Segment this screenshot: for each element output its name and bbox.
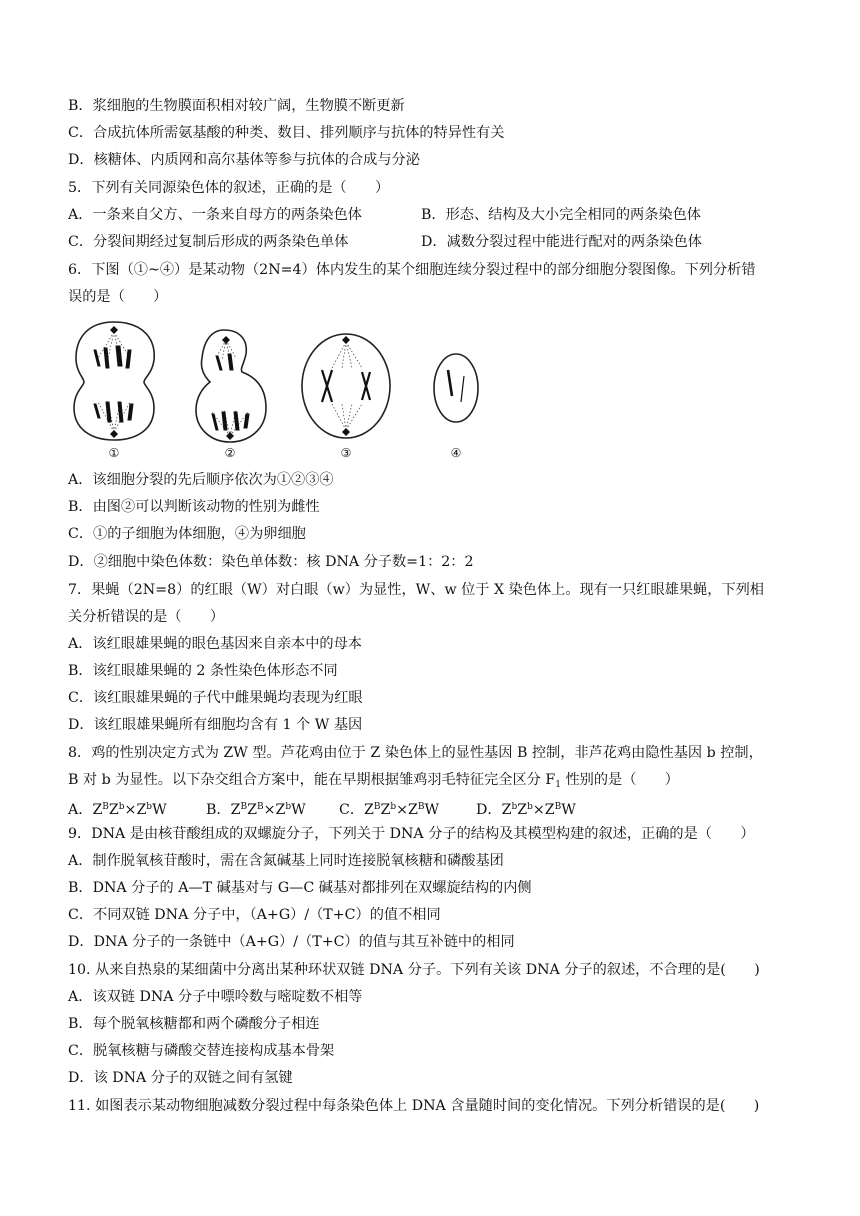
q8-option-b: B．$Z^BZ^B\times Z^bW$ [206, 802, 306, 818]
q9-option-d: D．DNA 分子的一条链中（A+G）/（T+C）的值与其互补链中的相同 [68, 934, 515, 950]
q9-option-b: B．DNA 分子的 A—T 碱基对与 G—C 碱基对都排列在双螺旋结构的内侧 [68, 880, 532, 896]
q7-stem-line2: 关分析错误的是（ ） [68, 609, 225, 625]
cell-4-outline [434, 354, 478, 422]
q6-option-d: D．②细胞中染色体数：染色单体数：核 DNA 分子数=1：2：2 [68, 554, 474, 570]
figure-label-3: ③ [340, 446, 352, 460]
q4-option-c: C．合成抗体所需氨基酸的种类、数目、排列顺序与抗体的特异性有关 [68, 125, 505, 141]
q4-option-d: D．核糖体、内质网和高尔基体等参与抗体的合成与分泌 [68, 152, 420, 168]
q5-option-d: D．减数分裂过程中能进行配对的两条染色体 [421, 234, 702, 250]
q9-option-c: C．不同双链 DNA 分子中，（A+G）/（T+C）的值不相同 [68, 907, 441, 923]
cell-1-outline [74, 322, 154, 440]
q10-option-d: D．该 DNA 分子的双链之间有氢键 [68, 1070, 293, 1086]
q5-option-b: B．形态、结构及大小完全相同的两条染色体 [421, 207, 701, 223]
q9-stem: 9．DNA 是由核苷酸组成的双螺旋分子，下列关于 DNA 分子的结构及其模型构建的叙述，正确的是（ ） [68, 826, 755, 842]
q10-option-b: B．每个脱氧核糖都和两个磷酸分子相连 [68, 1016, 320, 1032]
q8-stem-line1: 8．鸡的性别决定方式为 ZW 型。芦花鸡由位于 Z 染色体上的显性基因 B 控制，非芦花鸡由隐性基因 b 控制， [68, 745, 763, 761]
q8-option-d: D．$Z^bZ^b\times Z^BW$ [476, 802, 576, 818]
q10-stem: 10. 从来自热泉的某细菌中分离出某种环状双链 DNA 分子。下列有关该 DNA 分子的叙述，不合理的是( ) [68, 962, 760, 978]
q5-stem: 5．下列有关同源染色体的叙述，正确的是（ ） [68, 180, 390, 196]
q6-stem-line1: 6．下图（①~④）是某动物（2N=4）体内发生的某个细胞连续分裂过程中的部分细胞分裂图像。下列分析错 [68, 262, 756, 278]
q11-stem: 11. 如图表示某动物细胞减数分裂过程中每条染色体上 DNA 含量随时间的变化情况。下列分析错误的是( ) [68, 1098, 760, 1114]
q10-option-c: C．脱氧核糖与磷酸交替连接构成基本骨架 [68, 1043, 335, 1059]
q10-option-a: A．该双链 DNA 分子中嘌呤数与嘧啶数不相等 [68, 989, 363, 1005]
q7-option-a: A．该红眼雄果蝇的眼色基因来自亲本中的母本 [68, 636, 362, 652]
cell-division-figures [70, 318, 510, 464]
q8-stem-line2: B 对 b 为显性。以下杂交组合方案中，能在早期根据雏鸡羽毛特征完全区分 $F_1$ 性别的是（ ） [68, 772, 679, 790]
q9-option-a: A．制作脱氧核苷酸时，需在含氮碱基上同时连接脱氧核糖和磷酸基团 [68, 853, 504, 869]
q8-option-a: A．$Z^BZ^b\times Z^bW$ [68, 802, 167, 818]
cell-2-outline [196, 330, 266, 442]
q5-option-c: C．分裂间期经过复制后形成的两条染色单体 [68, 234, 349, 250]
q7-option-b: B．该红眼雄果蝇的 2 条性染色体形态不同 [68, 663, 338, 679]
cell-3-outline [302, 334, 390, 438]
q7-stem-line1: 7．果蝇（2N=8）的红眼（W）对白眼（w）为显性，W、w 位于 X 染色体上。现有一只红眼雄果蝇，下列相 [68, 582, 764, 598]
q6-option-c: C．①的子细胞为体细胞，④为卵细胞 [68, 526, 306, 542]
figure-label-1: ① [108, 446, 120, 460]
figure-label-4: ④ [450, 446, 462, 460]
q7-option-c: C．该红眼雄果蝇的子代中雌果蝇均表现为红眼 [68, 690, 363, 706]
q6-option-a: A．该细胞分裂的先后顺序依次为①②③④ [68, 472, 334, 488]
cell-division-diagram [70, 318, 510, 446]
q7-option-d: D．该红眼雄果蝇所有细胞均含有 1 个 W 基因 [68, 717, 363, 733]
q4-option-b: B．浆细胞的生物膜面积相对较广阔，生物膜不断更新 [68, 98, 405, 114]
q6-stem-line2: 误的是（ ） [68, 289, 168, 305]
q5-option-a: A．一条来自父方、一条来自母方的两条染色体 [68, 207, 362, 223]
q6-option-b: B．由图②可以判断该动物的性别为雌性 [68, 499, 320, 515]
q8-option-c: C．$Z^BZ^b\times Z^BW$ [339, 802, 440, 818]
figure-label-2: ② [224, 446, 236, 460]
